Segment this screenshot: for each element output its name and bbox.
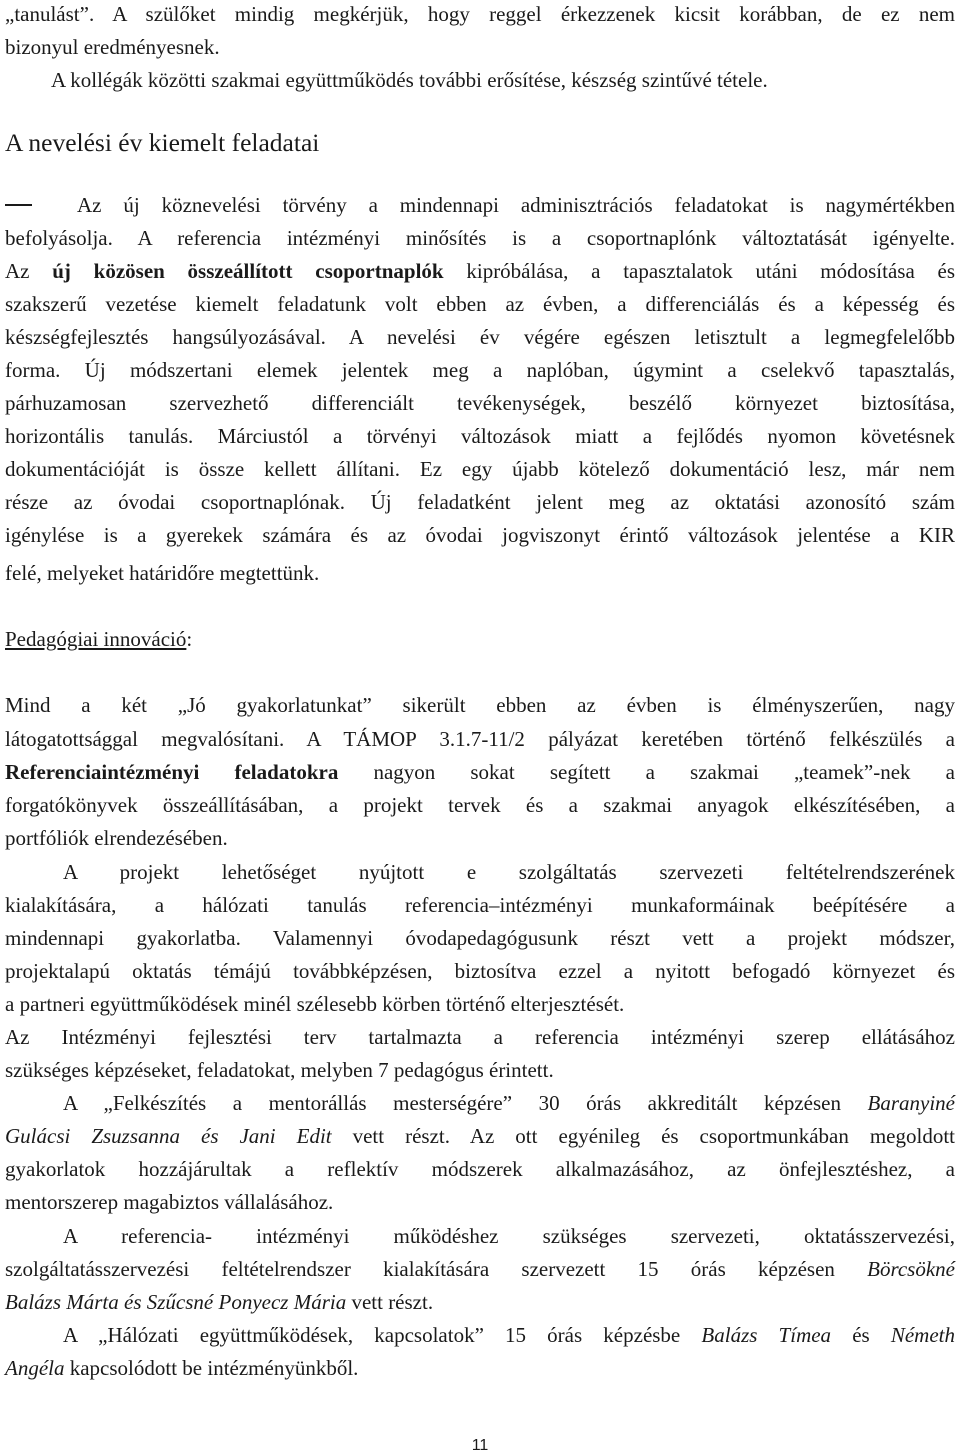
text-run: Az [5,259,53,283]
paragraph-line: látogatottsággal megvalósítani. A TÁMOP 3.1.7-11/2 pályázat keretében történő felkészülés a [5,727,955,751]
paragraph-line: gyakorlatok hozzájárultak a reflektív módszerek alkalmazásához, az önfejlesztéshez, a [5,1157,955,1181]
italic-name: Angéla [5,1356,65,1380]
paragraph-line [5,1255,955,1283]
paragraph-line: dokumentációját is össze kellett állítani. Ez egy újabb kötelező dokumentáció lesz, már nem [5,457,955,481]
paragraph-line [63,1321,955,1349]
document-page [5,0,955,1456]
paragraph-line: párhuzamosan szervezhető differenciált tevékenységek, beszélő környezet biztosítása, [5,391,955,415]
paragraph-line: része az óvodai csoportnaplónak. Új feladatként jelent meg az oktatási azonosító szám [5,490,955,514]
text-run: A „Hálózati együttműködések, kapcsolatok” 15 órás képzésbe [63,1323,702,1347]
paragraph-line: bizonyul eredményesnek. [5,35,220,59]
paragraph-line: A projekt lehetőséget nyújtott e szolgáltatás szervezeti feltételrendszerének [63,860,955,884]
paragraph-line: igénylése is a gyerekek számára és az óvodai jogviszonyt érintő változások jelentése a KIR [5,523,955,547]
paragraph-line [5,1288,955,1316]
bullet-line [5,191,955,219]
paragraph-line: mindennapi gyakorlatba. Valamennyi óvodapedagógusunk részt vett a projekt módszer, [5,926,955,950]
paragraph-line: forma. Új módszertani elemek jelentek meg a naplóban, úgymint a cselekvő tapasztalás, [5,358,955,382]
paragraph-line: projektalapú oktatás témájú továbbképzésen, biztosítva ezzel a nyitott befogadó környezet és [5,959,955,983]
page-number: 11 [471,1437,489,1454]
paragraph-line: forgatókönyvek összeállításában, a projekt tervek és a szakmai anyagok elkészítésében, a [5,793,955,817]
paragraph-line: portfóliók elrendezésében. [5,826,228,850]
paragraph-line: A kollégák közötti szakmai együttműködés további erősítése, készség szintűvé tétele. [51,68,768,92]
bold-text-run: Referenciaintézményi feladatokra [5,760,339,784]
paragraph-line: készségfejlesztés hangsúlyozásával. A nevelési év végére egészen letisztult a legmegfelelőbb [5,325,955,349]
heading-colon: : [186,627,193,651]
dash-bullet-icon [5,204,32,206]
text-run: szolgáltatásszervezési feltételrendszer kialakítására szervezett 15 órás képzésen [5,1257,868,1281]
paragraph-line [5,1354,955,1382]
text-run: A „Felkészítés a mentorállás mesterségére” 30 órás akkreditált képzésen [63,1091,868,1115]
paragraph-line: mentorszerep magabiztos vállalásához. [5,1190,334,1214]
paragraph-line: szükséges képzéseket, feladatokat, melyben 7 pedagógus érintett. [5,1058,554,1082]
italic-name: Börcsökné [867,1257,955,1281]
paragraph-line: „tanulást”. A szülőket mindig megkérjük, hogy reggel érkezzenek kicsit korábban, de ez nem [5,2,955,26]
section-heading: A nevelési év kiemelt feladatai [5,128,320,157]
paragraph-line [5,1122,955,1150]
paragraph-line: A referencia- intézményi működéshez szükséges szervezeti, oktatásszervezési, [63,1224,955,1248]
innovation-heading-text: Pedagógiai innováció [5,627,187,651]
paragraph-line: kialakítására, a hálózati tanulás referencia–intézményi munkaformáinak beépítésére a [5,893,955,917]
text-run: vett részt. [346,1290,434,1314]
paragraph-line [5,257,955,285]
bullet-text: Az új köznevelési törvény a mindennapi adminisztrációs feladatokat is nagymértékben [77,193,955,217]
italic-name: Németh [890,1323,955,1347]
section-heading [5,625,955,653]
text-run: kapcsolódott be intézményünkből. [64,1356,359,1380]
italic-name: Baranyiné [867,1091,955,1115]
italic-name: Balázs Márta és Szűcsné Ponyecz Mária [5,1290,347,1314]
bold-text-run: új közösen összeállított csoportnaplók [52,259,444,283]
text-run: nagyon sokat segített a szakmai „teamek”-nek a [338,760,955,784]
paragraph-line [63,1089,955,1117]
paragraph-line: felé, melyeket határidőre megtettünk. [5,561,320,585]
paragraph-line: a partneri együttműködések minél szélesebb körben történő elterjesztését. [5,992,625,1016]
text-run: és [831,1323,891,1347]
text-run: vett részt. Az ott egyénileg és csoportmunkában megoldott [331,1124,955,1148]
paragraph-line: szakszerű vezetése kiemelt feladatunk volt ebben az évben, a differenciálás és a képesség és [5,292,955,316]
paragraph-line: horizontális tanulás. Márciustól a törvényi változások miatt a fejlődés nyomon követésnek [5,424,955,448]
italic-name: Gulácsi Zsuzsanna és Jani Edit [5,1124,332,1148]
paragraph-line: Az Intézményi fejlesztési terv tartalmazta a referencia intézményi szerep ellátásához [5,1025,955,1049]
paragraph-line: befolyásolja. A referencia intézményi minősítés is a csoportnaplónk változtatását igényelte. [5,226,955,250]
text-run: kipróbálása, a tapasztalatok utáni módosítása és [443,259,955,283]
paragraph-line: Mind a két „Jó gyakorlatunkat” sikerült ebben az évben is élményszerűen, nagy [5,693,955,717]
italic-name: Balázs Tímea [701,1323,832,1347]
paragraph-line [5,758,955,786]
